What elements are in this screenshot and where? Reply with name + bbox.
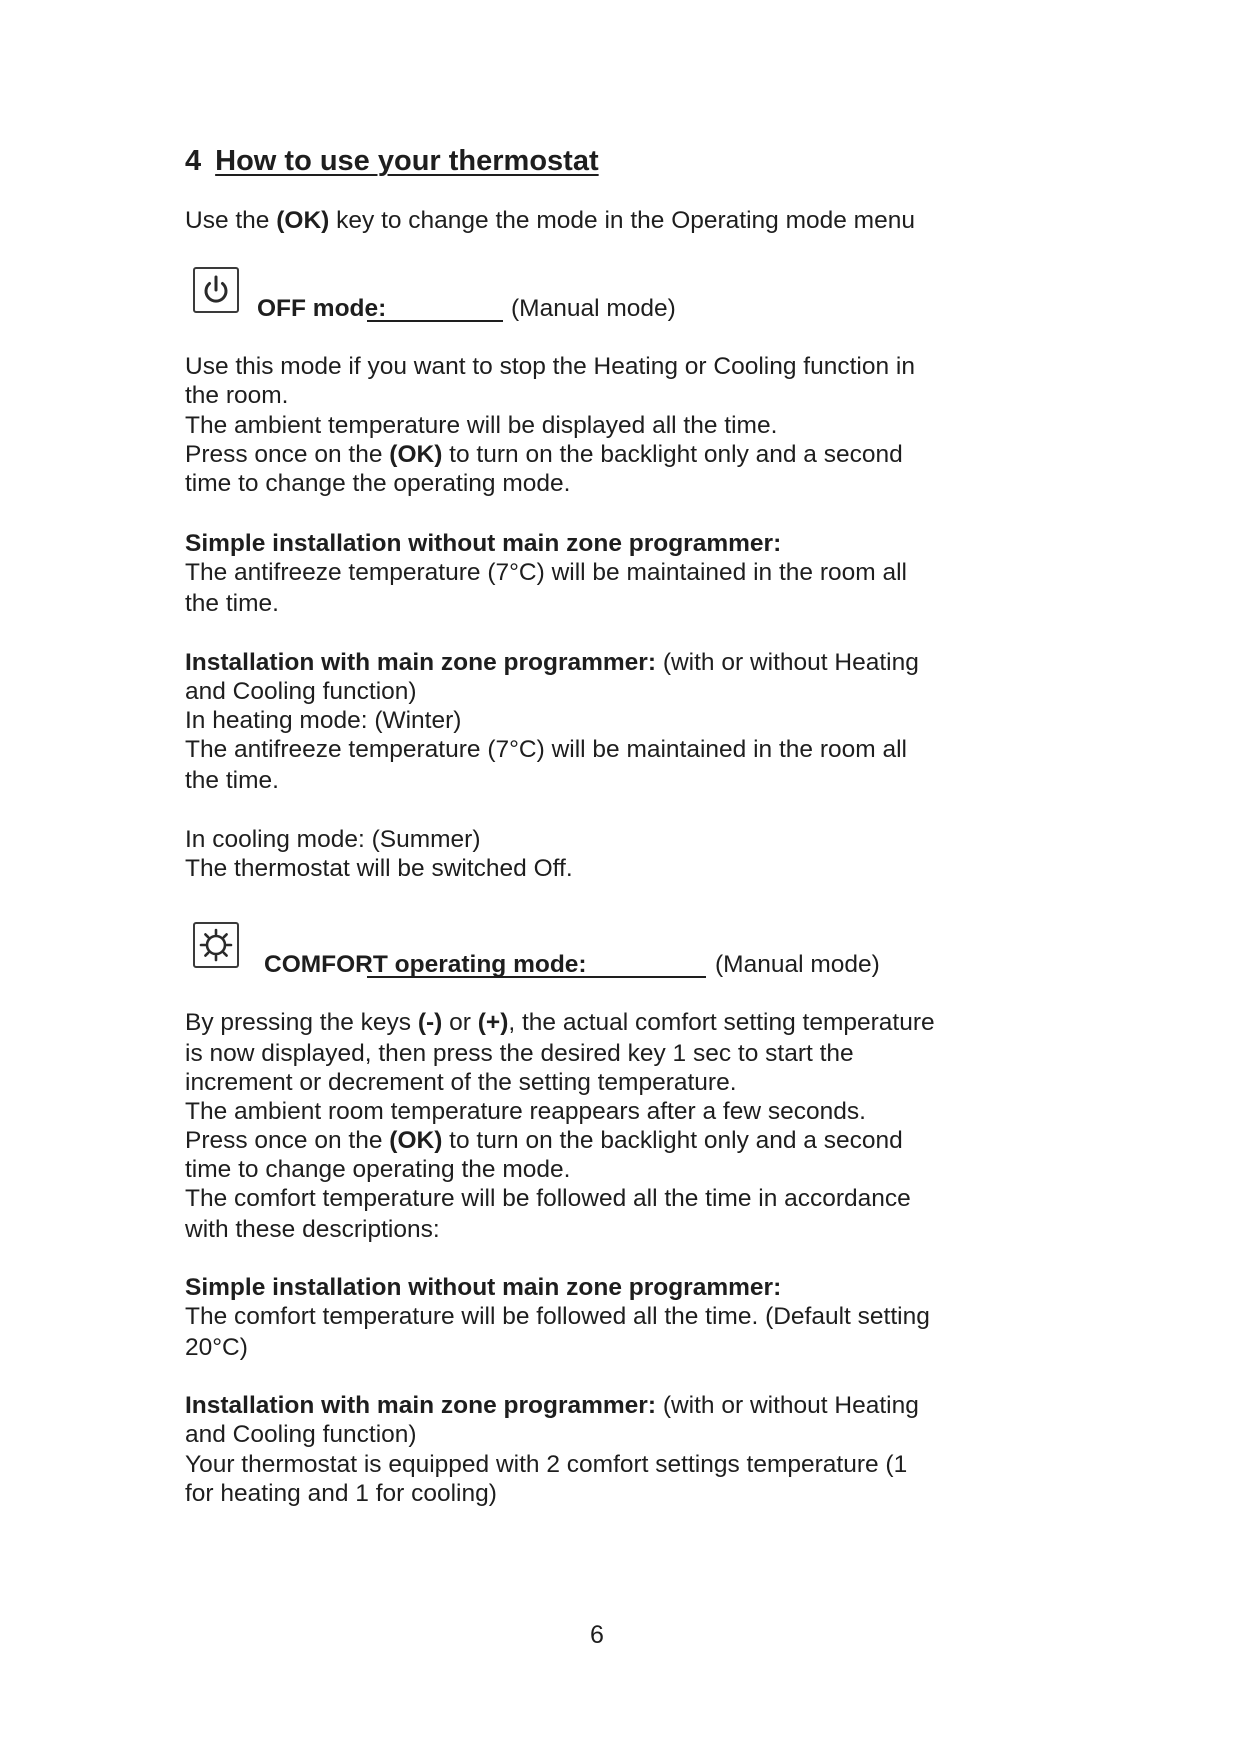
off-para-line: Use this mode if you want to stop the Heating or Cooling function in [185, 353, 915, 380]
comfort-programmer-line: Your thermostat is equipped with 2 comfort settings temperature (1 [185, 1451, 908, 1478]
comfort-simple-heading: Simple installation without main zone programmer: [185, 1274, 782, 1301]
section-number: 4 [185, 145, 202, 177]
off-para-line: Press once on the (OK) to turn on the backlight only and a second [185, 441, 903, 468]
comfort-mode-type: (Manual mode) [715, 951, 880, 978]
off-para-line: time to change the operating mode. [185, 470, 571, 497]
comfort-para-line: time to change operating the mode. [185, 1156, 571, 1183]
off-programmer-heading: Installation with main zone programmer: (with or without Heating [185, 649, 919, 676]
comfort-mode-label: COMFORT operating mode: [264, 951, 587, 978]
sun-icon [193, 922, 239, 968]
off-simple-line: the time. [185, 590, 279, 617]
comfort-para-line: The comfort temperature will be followed all the time in accordance [185, 1185, 911, 1212]
comfort-para-line: The ambient room temperature reappears after a few seconds. [185, 1098, 866, 1125]
comfort-programmer-heading: Installation with main zone programmer: (with or without Heating [185, 1392, 919, 1419]
comfort-programmer-line: for heating and 1 for cooling) [185, 1480, 497, 1507]
off-mode-underline [367, 320, 503, 322]
page-number: 6 [590, 1621, 604, 1649]
off-programmer-line: In cooling mode: (Summer) [185, 826, 481, 853]
comfort-programmer-line: and Cooling function) [185, 1421, 417, 1448]
comfort-para-line: By pressing the keys (-) or (+), the actual comfort setting temperature [185, 1009, 935, 1036]
intro-text: Use the (OK) key to change the mode in the Operating mode menu [185, 207, 915, 234]
off-mode-type: (Manual mode) [511, 295, 676, 322]
power-icon [193, 267, 239, 313]
section-title [185, 143, 599, 179]
off-programmer-line: and Cooling function) [185, 678, 417, 705]
off-programmer-line: The thermostat will be switched Off. [185, 855, 573, 882]
off-programmer-line: In heating mode: (Winter) [185, 707, 462, 734]
off-para-line: The ambient temperature will be displayed all the time. [185, 412, 778, 439]
comfort-mode-underline [367, 976, 706, 978]
comfort-simple-line: The comfort temperature will be followed all the time. (Default setting [185, 1303, 930, 1330]
off-simple-heading: Simple installation without main zone programmer: [185, 530, 782, 557]
section-title-text: How to use your thermostat [215, 145, 599, 177]
comfort-para-line: is now displayed, then press the desired key 1 sec to start the [185, 1040, 854, 1067]
off-simple-line: The antifreeze temperature (7°C) will be maintained in the room all [185, 559, 907, 586]
comfort-para-line: with these descriptions: [185, 1216, 440, 1243]
off-programmer-line: the time. [185, 767, 279, 794]
off-mode-label: OFF mode: [257, 295, 387, 322]
off-para-line: the room. [185, 382, 289, 409]
comfort-simple-line: 20°C) [185, 1334, 248, 1361]
off-programmer-line: The antifreeze temperature (7°C) will be maintained in the room all [185, 736, 907, 763]
comfort-para-line: increment or decrement of the setting temperature. [185, 1069, 737, 1096]
comfort-para-line: Press once on the (OK) to turn on the backlight only and a second [185, 1127, 903, 1154]
